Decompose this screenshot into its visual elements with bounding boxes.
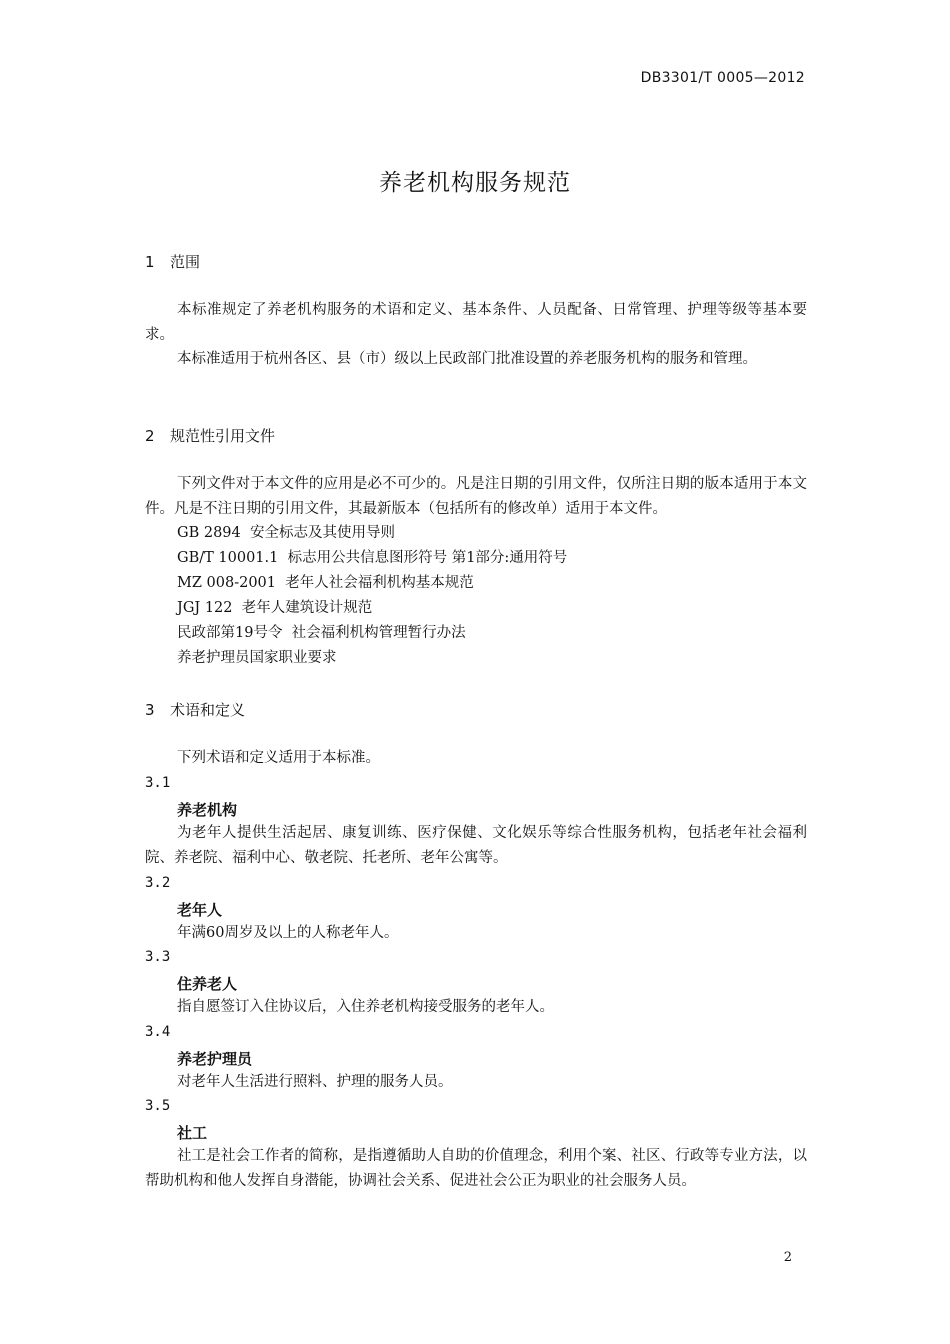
section-2-heading xyxy=(145,425,275,446)
clause-number: 3.2 xyxy=(145,875,171,891)
section-3-heading xyxy=(145,699,245,720)
clause-number: 3.1 xyxy=(145,775,171,791)
term-name: 养老机构 xyxy=(177,801,238,819)
scope-paragraph-1: 本标准规定了养老机构服务的术语和定义、基本条件、人员配备、日常管理、护理等级等基本要求。 xyxy=(145,302,807,343)
section-number: 2 xyxy=(145,427,155,445)
reference-item: GB/T 10001.1 标志用公共信息图形符号 第1部分:通用符号 xyxy=(177,550,568,566)
term-name: 老年人 xyxy=(177,901,223,919)
term-definition: 为老年人提供生活起居、康复训练、医疗保健、文化娱乐等综合性服务机构，包括老年社会福利院、养老院、福利中心、敬老院、托老所、老年公寓等。 xyxy=(145,825,807,866)
term-definition: 对老年人生活进行照料、护理的服务人员。 xyxy=(177,1074,453,1090)
standard-code: DB3301/T 0005—2012 xyxy=(640,70,805,86)
term-name: 养老护理员 xyxy=(177,1050,253,1068)
term-definition: 指自愿签订入住协议后，入住养老机构接受服务的老年人。 xyxy=(177,999,554,1015)
terms-intro: 下列术语和定义适用于本标准。 xyxy=(177,750,380,766)
page-number: 2 xyxy=(783,1250,792,1265)
section-title: 术语和定义 xyxy=(170,701,246,719)
document-title: 养老机构服务规范 xyxy=(379,170,571,196)
term-name: 住养老人 xyxy=(177,975,238,993)
reference-item: 养老护理员国家职业要求 xyxy=(177,650,337,666)
section-number: 3 xyxy=(145,701,155,719)
scope-paragraph-2: 本标准适用于杭州各区、县（市）级以上民政部门批准设置的养老服务机构的服务和管理。 xyxy=(177,351,757,367)
reference-item: 民政部第19号令 社会福利机构管理暂行办法 xyxy=(177,625,466,641)
references-paragraph: 下列文件对于本文件的应用是必不可少的。凡是注日期的引用文件，仅所注日期的版本适用于本文件。凡是不注日期的引用文件，其最新版本（包括所有的修改单）适用于本文件。 xyxy=(145,476,807,517)
reference-item: JGJ 122 老年人建筑设计规范 xyxy=(177,600,373,616)
section-title: 规范性引用文件 xyxy=(170,427,276,445)
clause-number: 3.5 xyxy=(145,1098,171,1114)
term-name: 社工 xyxy=(177,1124,208,1142)
term-definition: 年满60周岁及以上的人称老年人。 xyxy=(177,925,399,941)
section-number: 1 xyxy=(145,253,155,271)
reference-item: GB 2894 安全标志及其使用导则 xyxy=(177,525,395,541)
section-title: 范围 xyxy=(170,253,201,271)
clause-number: 3.4 xyxy=(145,1024,171,1040)
reference-item: MZ 008-2001 老年人社会福利机构基本规范 xyxy=(177,575,474,591)
section-1-heading xyxy=(145,251,200,272)
clause-number: 3.3 xyxy=(145,949,171,965)
term-definition: 社工是社会工作者的简称，是指遵循助人自助的价值理念，利用个案、社区、行政等专业方法，以帮助机构和他人发挥自身潜能，协调社会关系、促进社会公正为职业的社会服务人员。 xyxy=(145,1148,807,1189)
